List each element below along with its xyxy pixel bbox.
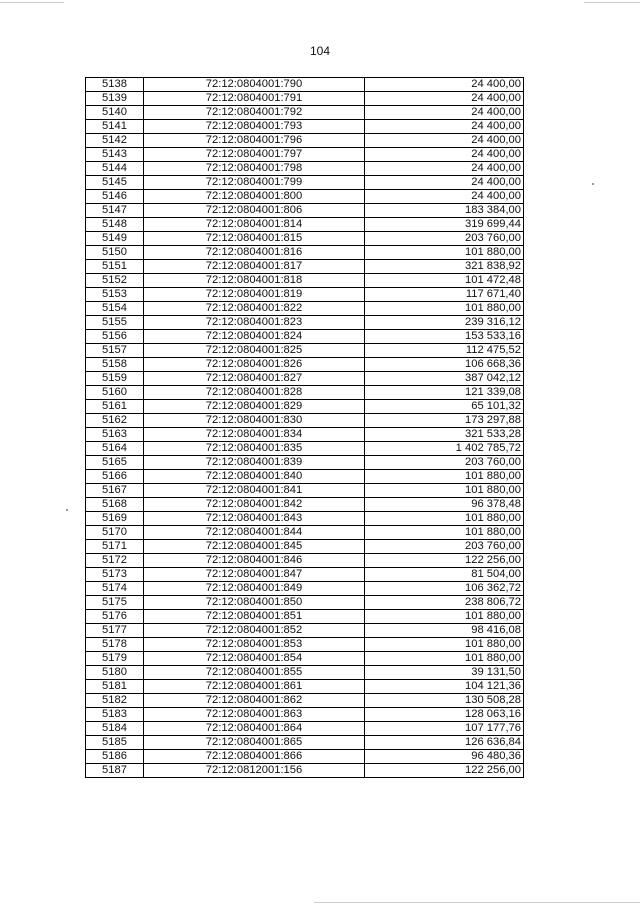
row-number-cell: 5164 xyxy=(86,442,144,456)
row-number-cell: 5183 xyxy=(86,708,144,722)
value-cell: 24 400,00 xyxy=(365,106,524,120)
table-row xyxy=(86,540,524,554)
row-number-cell: 5149 xyxy=(86,232,144,246)
cadastral-number-cell: 72:12:0804001:845 xyxy=(144,540,365,554)
value-cell: 1 402 785,72 xyxy=(365,442,524,456)
table-row xyxy=(86,526,524,540)
value-cell: 39 131,50 xyxy=(365,666,524,680)
value-cell: 24 400,00 xyxy=(365,120,524,134)
table-row xyxy=(86,722,524,736)
table-row xyxy=(86,568,524,582)
cadastral-number-cell: 72:12:0804001:799 xyxy=(144,176,365,190)
value-cell: 104 121,36 xyxy=(365,680,524,694)
value-cell: 112 475,52 xyxy=(365,344,524,358)
cadastral-number-cell: 72:12:0804001:840 xyxy=(144,470,365,484)
scan-artifact-dot xyxy=(592,183,594,185)
cadastral-number-cell: 72:12:0804001:827 xyxy=(144,372,365,386)
cadastral-number-cell: 72:12:0804001:834 xyxy=(144,428,365,442)
row-number-cell: 5179 xyxy=(86,652,144,666)
row-number-cell: 5144 xyxy=(86,162,144,176)
cadastral-number-cell: 72:12:0804001:828 xyxy=(144,386,365,400)
table-row xyxy=(86,750,524,764)
value-cell: 121 339,08 xyxy=(365,386,524,400)
cadastral-number-cell: 72:12:0804001:806 xyxy=(144,204,365,218)
table-row xyxy=(86,764,524,778)
cadastral-number-cell: 72:12:0804001:830 xyxy=(144,414,365,428)
cadastral-number-cell: 72:12:0804001:846 xyxy=(144,554,365,568)
row-number-cell: 5139 xyxy=(86,92,144,106)
value-cell: 319 699,44 xyxy=(365,218,524,232)
table-row xyxy=(86,246,524,260)
scan-artifact-line xyxy=(314,902,640,903)
row-number-cell: 5154 xyxy=(86,302,144,316)
table-row xyxy=(86,666,524,680)
cadastral-number-cell: 72:12:0804001:790 xyxy=(144,78,365,92)
value-cell: 122 256,00 xyxy=(365,764,524,778)
value-cell: 130 508,28 xyxy=(365,694,524,708)
value-cell: 126 636,84 xyxy=(365,736,524,750)
cadastral-number-cell: 72:12:0804001:815 xyxy=(144,232,365,246)
value-cell: 153 533,16 xyxy=(365,330,524,344)
value-cell: 122 256,00 xyxy=(365,554,524,568)
value-cell: 239 316,12 xyxy=(365,316,524,330)
value-cell: 117 671,40 xyxy=(365,288,524,302)
value-cell: 106 362,72 xyxy=(365,582,524,596)
cadastral-number-cell: 72:12:0804001:826 xyxy=(144,358,365,372)
value-cell: 321 533,28 xyxy=(365,428,524,442)
value-cell: 101 880,00 xyxy=(365,246,524,260)
row-number-cell: 5169 xyxy=(86,512,144,526)
row-number-cell: 5157 xyxy=(86,344,144,358)
table-row xyxy=(86,232,524,246)
row-number-cell: 5181 xyxy=(86,680,144,694)
table-row xyxy=(86,694,524,708)
scan-artifact-line xyxy=(584,2,640,3)
row-number-cell: 5170 xyxy=(86,526,144,540)
row-number-cell: 5161 xyxy=(86,400,144,414)
cadastral-number-cell: 72:12:0804001:866 xyxy=(144,750,365,764)
value-cell: 203 760,00 xyxy=(365,456,524,470)
cadastral-number-cell: 72:12:0804001:843 xyxy=(144,512,365,526)
table-row xyxy=(86,372,524,386)
table-row xyxy=(86,582,524,596)
value-cell: 101 880,00 xyxy=(365,512,524,526)
value-cell: 101 472,48 xyxy=(365,274,524,288)
cadastral-number-cell: 72:12:0804001:791 xyxy=(144,92,365,106)
table-row xyxy=(86,554,524,568)
table-row xyxy=(86,288,524,302)
table-row xyxy=(86,610,524,624)
cadastral-number-cell: 72:12:0804001:862 xyxy=(144,694,365,708)
row-number-cell: 5151 xyxy=(86,260,144,274)
table-body xyxy=(86,78,524,778)
table-row xyxy=(86,218,524,232)
value-cell: 107 177,76 xyxy=(365,722,524,736)
cadastral-number-cell: 72:12:0804001:817 xyxy=(144,260,365,274)
row-number-cell: 5162 xyxy=(86,414,144,428)
row-number-cell: 5185 xyxy=(86,736,144,750)
table-row xyxy=(86,470,524,484)
value-cell: 106 668,36 xyxy=(365,358,524,372)
table-row xyxy=(86,708,524,722)
row-number-cell: 5186 xyxy=(86,750,144,764)
value-cell: 101 880,00 xyxy=(365,302,524,316)
value-cell: 24 400,00 xyxy=(365,148,524,162)
cadastral-number-cell: 72:12:0804001:863 xyxy=(144,708,365,722)
table-row xyxy=(86,498,524,512)
row-number-cell: 5176 xyxy=(86,610,144,624)
row-number-cell: 5173 xyxy=(86,568,144,582)
cadastral-number-cell: 72:12:0804001:864 xyxy=(144,722,365,736)
row-number-cell: 5171 xyxy=(86,540,144,554)
table-row xyxy=(86,106,524,120)
cadastral-number-cell: 72:12:0804001:851 xyxy=(144,610,365,624)
table-row xyxy=(86,120,524,134)
cadastral-number-cell: 72:12:0804001:829 xyxy=(144,400,365,414)
table-row xyxy=(86,386,524,400)
value-cell: 203 760,00 xyxy=(365,232,524,246)
value-cell: 183 384,00 xyxy=(365,204,524,218)
table-row xyxy=(86,358,524,372)
cadastral-number-cell: 72:12:0804001:825 xyxy=(144,344,365,358)
row-number-cell: 5158 xyxy=(86,358,144,372)
table-row xyxy=(86,400,524,414)
table-row xyxy=(86,92,524,106)
value-cell: 96 378,48 xyxy=(365,498,524,512)
value-cell: 101 880,00 xyxy=(365,484,524,498)
table-row xyxy=(86,148,524,162)
row-number-cell: 5159 xyxy=(86,372,144,386)
cadastral-number-cell: 72:12:0804001:819 xyxy=(144,288,365,302)
cadastral-number-cell: 72:12:0804001:842 xyxy=(144,498,365,512)
cadastral-number-cell: 72:12:0804001:798 xyxy=(144,162,365,176)
row-number-cell: 5180 xyxy=(86,666,144,680)
value-cell: 238 806,72 xyxy=(365,596,524,610)
table-row xyxy=(86,260,524,274)
row-number-cell: 5138 xyxy=(86,78,144,92)
row-number-cell: 5178 xyxy=(86,638,144,652)
cadastral-number-cell: 72:12:0804001:823 xyxy=(144,316,365,330)
row-number-cell: 5142 xyxy=(86,134,144,148)
row-number-cell: 5140 xyxy=(86,106,144,120)
value-cell: 98 416,08 xyxy=(365,624,524,638)
value-cell: 387 042,12 xyxy=(365,372,524,386)
table-row xyxy=(86,442,524,456)
value-cell: 96 480,36 xyxy=(365,750,524,764)
value-cell: 24 400,00 xyxy=(365,92,524,106)
value-cell: 321 838,92 xyxy=(365,260,524,274)
cadastral-number-cell: 72:12:0804001:792 xyxy=(144,106,365,120)
cadastral-number-cell: 72:12:0804001:814 xyxy=(144,218,365,232)
cadastral-value-table xyxy=(85,77,524,778)
table-row xyxy=(86,414,524,428)
value-cell: 101 880,00 xyxy=(365,652,524,666)
page-number: 104 xyxy=(309,44,331,58)
cadastral-number-cell: 72:12:0804001:835 xyxy=(144,442,365,456)
table-row xyxy=(86,190,524,204)
value-cell: 101 880,00 xyxy=(365,610,524,624)
value-cell: 24 400,00 xyxy=(365,78,524,92)
row-number-cell: 5160 xyxy=(86,386,144,400)
row-number-cell: 5152 xyxy=(86,274,144,288)
row-number-cell: 5153 xyxy=(86,288,144,302)
table-row xyxy=(86,316,524,330)
row-number-cell: 5156 xyxy=(86,330,144,344)
cadastral-number-cell: 72:12:0804001:800 xyxy=(144,190,365,204)
cadastral-number-cell: 72:12:0804001:824 xyxy=(144,330,365,344)
value-cell: 203 760,00 xyxy=(365,540,524,554)
cadastral-number-cell: 72:12:0804001:850 xyxy=(144,596,365,610)
table-row xyxy=(86,484,524,498)
row-number-cell: 5150 xyxy=(86,246,144,260)
cadastral-number-cell: 72:12:0804001:849 xyxy=(144,582,365,596)
value-cell: 24 400,00 xyxy=(365,176,524,190)
table-row xyxy=(86,652,524,666)
table-row xyxy=(86,638,524,652)
value-cell: 173 297,88 xyxy=(365,414,524,428)
row-number-cell: 5182 xyxy=(86,694,144,708)
value-cell: 65 101,32 xyxy=(365,400,524,414)
row-number-cell: 5146 xyxy=(86,190,144,204)
row-number-cell: 5141 xyxy=(86,120,144,134)
row-number-cell: 5172 xyxy=(86,554,144,568)
row-number-cell: 5175 xyxy=(86,596,144,610)
table-row xyxy=(86,344,524,358)
value-cell: 24 400,00 xyxy=(365,162,524,176)
cadastral-number-cell: 72:12:0804001:852 xyxy=(144,624,365,638)
table-row xyxy=(86,176,524,190)
row-number-cell: 5184 xyxy=(86,722,144,736)
value-cell: 81 504,00 xyxy=(365,568,524,582)
value-cell: 101 880,00 xyxy=(365,638,524,652)
cadastral-number-cell: 72:12:0804001:796 xyxy=(144,134,365,148)
table-row xyxy=(86,624,524,638)
cadastral-number-cell: 72:12:0804001:793 xyxy=(144,120,365,134)
row-number-cell: 5174 xyxy=(86,582,144,596)
cadastral-number-cell: 72:12:0804001:822 xyxy=(144,302,365,316)
cadastral-number-cell: 72:12:0804001:854 xyxy=(144,652,365,666)
row-number-cell: 5148 xyxy=(86,218,144,232)
cadastral-number-cell: 72:12:0804001:839 xyxy=(144,456,365,470)
cadastral-number-cell: 72:12:0804001:853 xyxy=(144,638,365,652)
row-number-cell: 5168 xyxy=(86,498,144,512)
row-number-cell: 5163 xyxy=(86,428,144,442)
table-row xyxy=(86,512,524,526)
table-row xyxy=(86,680,524,694)
table-row xyxy=(86,134,524,148)
table-row xyxy=(86,736,524,750)
table-row xyxy=(86,456,524,470)
cadastral-number-cell: 72:12:0804001:861 xyxy=(144,680,365,694)
cadastral-number-cell: 72:12:0804001:841 xyxy=(144,484,365,498)
cadastral-number-cell: 72:12:0804001:855 xyxy=(144,666,365,680)
row-number-cell: 5143 xyxy=(86,148,144,162)
table-row xyxy=(86,78,524,92)
row-number-cell: 5145 xyxy=(86,176,144,190)
table-row xyxy=(86,596,524,610)
table-row xyxy=(86,162,524,176)
cadastral-number-cell: 72:12:0804001:818 xyxy=(144,274,365,288)
cadastral-number-cell: 72:12:0804001:865 xyxy=(144,736,365,750)
row-number-cell: 5177 xyxy=(86,624,144,638)
cadastral-number-cell: 72:12:0804001:816 xyxy=(144,246,365,260)
row-number-cell: 5167 xyxy=(86,484,144,498)
scan-artifact-dot xyxy=(66,509,68,511)
row-number-cell: 5165 xyxy=(86,456,144,470)
cadastral-number-cell: 72:12:0804001:797 xyxy=(144,148,365,162)
value-cell: 128 063,16 xyxy=(365,708,524,722)
table-row xyxy=(86,428,524,442)
cadastral-number-cell: 72:12:0804001:847 xyxy=(144,568,365,582)
value-cell: 24 400,00 xyxy=(365,134,524,148)
scan-artifact-line xyxy=(0,2,64,3)
cadastral-number-cell: 72:12:0804001:844 xyxy=(144,526,365,540)
row-number-cell: 5147 xyxy=(86,204,144,218)
table-row xyxy=(86,330,524,344)
value-cell: 24 400,00 xyxy=(365,190,524,204)
cadastral-number-cell: 72:12:0812001:156 xyxy=(144,764,365,778)
value-cell: 101 880,00 xyxy=(365,470,524,484)
value-cell: 101 880,00 xyxy=(365,526,524,540)
table-row xyxy=(86,204,524,218)
row-number-cell: 5155 xyxy=(86,316,144,330)
table-row xyxy=(86,302,524,316)
row-number-cell: 5187 xyxy=(86,764,144,778)
row-number-cell: 5166 xyxy=(86,470,144,484)
table-row xyxy=(86,274,524,288)
